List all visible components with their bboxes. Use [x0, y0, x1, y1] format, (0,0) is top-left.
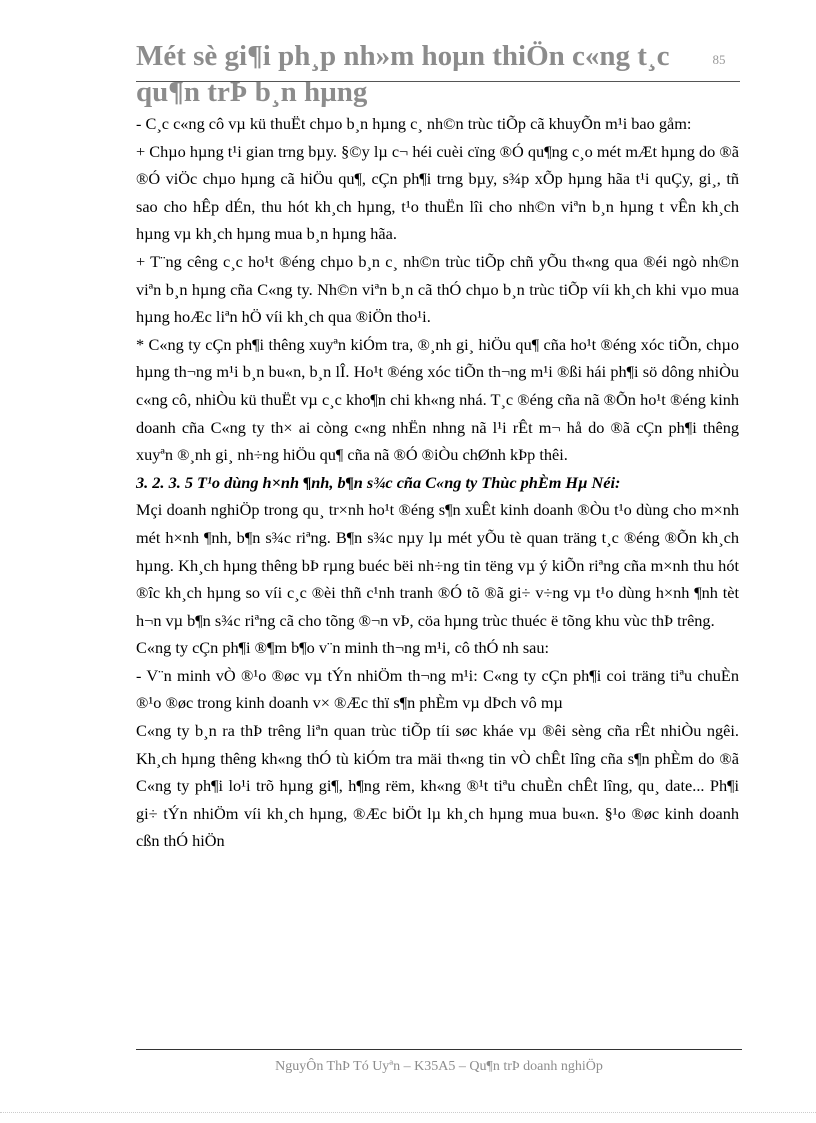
- paragraph: * C«ng ty cÇn ph¶i thêng xuyªn kiÓm tra, ®¸nh gi¸ hiÖu qu¶ cña ho¹t ®éng xóc tiÕn, chµo hµng th¬ng m¹i b¸n bu«n, b¸n lÎ. Ho¹t ®éng xóc tiÕn th¬ng m¹i ®ßi hái ph¶i sö dông nhiÒu c«ng cô, nhiÒu kü thuËt vµ c¸c kho¶n chi kh«ng nhá. T¸c ®éng cña nã ®Õn ho¹t ®éng kinh doanh cña C«ng ty th× ai còng c«ng nhËn nhng nã l¹i rÊt m¬ hå do ®ã cÇn ph¶i thêng xuyªn ®¸nh gi¸ nh÷ng hiÖu qu¶ cña nã ®Ó ®iÒu chØnh kÞp thêi.: [136, 334, 739, 465]
- paragraph: + T¨ng cêng c¸c ho¹t ®éng chµo b¸n c¸ nh©n trùc tiÕp chñ yÕu th«ng qua ®éi ngò nh©n viªn b¸n hµng cña C«ng ty. Nh©n viªn b¸n cã thÓ chµo b¸n trùc tiÕp víi kh¸ch khi vµo mua hµng hoÆc liªn hÖ víi kh¸ch qua ®iÖn tho¹i.: [136, 251, 739, 327]
- paragraph: + Chµo hµng t¹i gian trng bµy. §©y lµ c¬ héi cuèi cïng ®Ó qu¶ng c¸o mét mÆt hµng do ®ã ®Ó viÖc chµo hµng cã hiÖu qu¶, cÇn ph¶i trng bµy, s¾p xÕp hµng hãa t¹i quÇy, gi¸, tñ sao cho hÊp dÉn, thu hót kh¸ch hµng, t¹o thuËn lîi cho nh©n viªn b¸n hµng t vÊn kh¸ch hµng vµ kh¸ch hµng mua b¸n hµng hãa.: [136, 141, 739, 244]
- paragraph: C«ng ty cÇn ph¶i ®¶m b¶o v¨n minh th¬ng m¹i, cô thÓ nh sau:: [136, 638, 550, 658]
- header-title: Mét sè gi¶i ph¸p nh»m hoµn thiÖn c«ng t¸c qu¶n trÞ b¸n hµng: [136, 40, 670, 108]
- paragraph: - C¸c c«ng cô vµ kü thuËt chµo b¸n hµng c¸ nh©n trùc tiÕp cã khuyÕn m¹i bao gåm:: [136, 114, 692, 133]
- section-heading: 3. 2. 3. 5 T¹o dùng h×nh ¶nh, b¶n s¾c cña C«ng ty Thùc phÈm Hµ Néi:: [136, 472, 621, 492]
- footer-rule: [136, 1049, 742, 1050]
- paragraph: C«ng ty b¸n ra thÞ trêng liªn quan trùc tiÕp tíi søc kháe vµ ®êi sèng cña rÊt nhiÒu ngêi. Kh¸ch hµng thêng kh«ng thÓ tù kiÓm tra mäi th«ng tin vÒ chÊt lîng cña s¶n phÈm do ®ã C«ng ty ph¶i lo¹i trõ hµng gi¶, h¶ng rëm, kh«ng ®¹t tiªu chuÈn chÊt lîng, qu¸ date... Ph¶i gi÷ tÝn nhiÖm víi kh¸ch hµng, ®Æc biÖt lµ kh¸ch hµng mua bu«n. §¹o ®øc kinh doanh cßn thÓ hiÖn: [136, 721, 739, 851]
- paragraph: - V¨n minh vÒ ®¹o ®øc vµ tÝn nhiÖm th¬ng m¹i: C«ng ty cÇn ph¶i coi träng tiªu chuÈn ®¹o ®øc trong kinh doanh v× ®Æc thï s¶n phÈm vµ dÞch vô mµ: [136, 665, 739, 713]
- page-edge-divider: [0, 1112, 816, 1113]
- header-rule: [136, 81, 740, 82]
- paragraph: Mçi doanh nghiÖp trong qu¸ tr×nh ho¹t ®éng s¶n xuÊt kinh doanh ®Òu t¹o dùng cho m×nh mét h×nh ¶nh, b¶n s¾c riªng. B¶n s¾c nµy lµ mét yÕu tè quan träng t¸c ®éng ®Õn kh¸ch hµng. Kh¸ch hµng thêng bÞ rµng buéc bëi nh÷ng tin tëng vµ ý kiÕn riªng cña m×nh thu hót ®îc kh¸ch hµng so víi c¸c ®èi thñ c¹nh tranh ®Ó tõ ®ã gi÷ v÷ng vµ t¹o dùng h×nh ¶nh tèt h¬n vµ b¶n s¾c riªng cã cho tõng ®¬n vÞ, cöa hµng trùc thuéc ë tõng khu vùc thÞ trêng.: [136, 500, 739, 630]
- body-text: [136, 110, 739, 855]
- footer-text: NguyÔn ThÞ Tó Uyªn – K35A5 – Qu¶n trÞ doanh nghiÖp: [275, 1059, 603, 1074]
- page-number: 85: [712, 52, 726, 67]
